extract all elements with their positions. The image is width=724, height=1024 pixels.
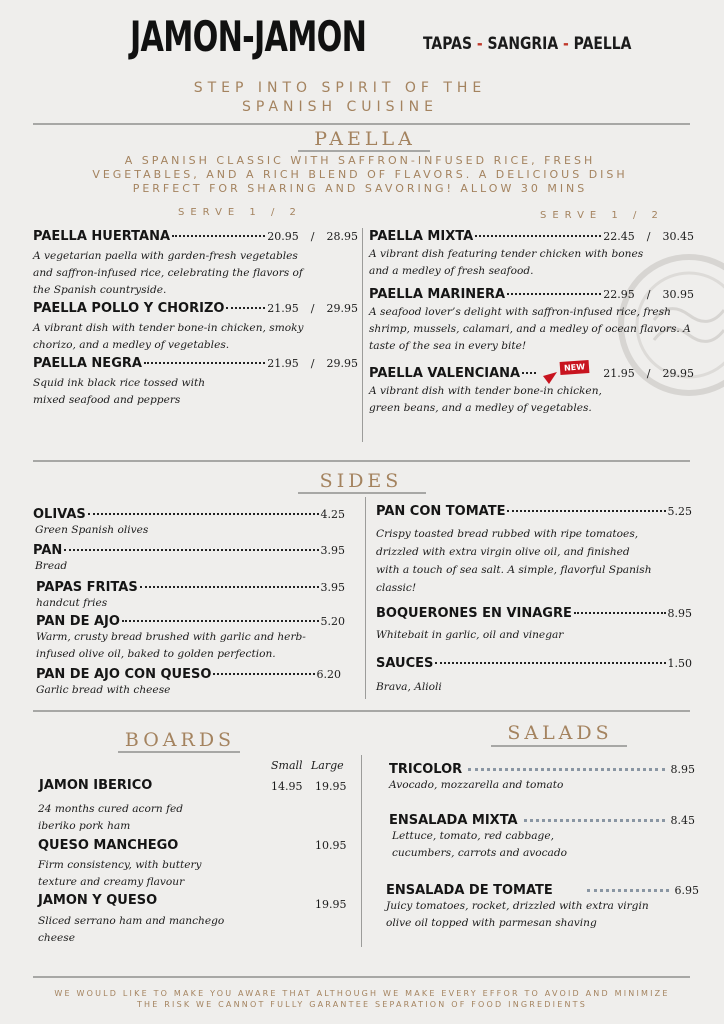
item-price: 8.95 bbox=[667, 607, 692, 620]
tagline bbox=[423, 34, 631, 54]
paella-column-divider bbox=[362, 228, 363, 442]
dot-leader bbox=[122, 620, 319, 622]
price-serve-2: 29.95 bbox=[326, 302, 358, 315]
menu-item-boquerones bbox=[376, 606, 692, 644]
paella-intro-1: A SPANISH CLASSIC WITH SAFFRON-INFUSED RICE, FRESH bbox=[124, 154, 596, 167]
item-name: PAPAS FRITAS bbox=[36, 580, 138, 595]
dot-leader bbox=[172, 235, 265, 237]
item-price: 8.45 bbox=[670, 814, 695, 827]
dot-leader bbox=[213, 673, 314, 675]
item-price: 3.95 bbox=[320, 581, 345, 594]
item-description: A vibrant dish with tender bone-in chicken, smoky chorizo, and a medley of vegetables. bbox=[33, 322, 304, 351]
price-separator: / bbox=[646, 288, 651, 301]
item-description: Green Spanish olives bbox=[35, 524, 149, 536]
dot-leader bbox=[574, 612, 666, 614]
item-price: 6.95 bbox=[674, 884, 699, 897]
salads-title-rule bbox=[491, 745, 627, 747]
item-description: Crispy toasted bread rubbed with ripe tomatoes, drizzled with extra virgin olive oil, and finished with a touch of sea salt. A simple, flavorful Spanish classic! bbox=[376, 528, 652, 594]
dot-leader bbox=[144, 362, 265, 364]
price-serve-1: 22.45 bbox=[603, 230, 635, 243]
price-serve-1: 20.95 bbox=[267, 230, 299, 243]
paella-intro-2: VEGETABLES, AND A RICH BLEND OF FLAVORS. A DELICIOUS DISH bbox=[92, 168, 628, 181]
price-separator: / bbox=[646, 230, 651, 243]
item-price: 5.25 bbox=[667, 505, 692, 518]
item-description: Brava, Alioli bbox=[376, 681, 442, 693]
menu-item-paella-marinera bbox=[369, 287, 694, 355]
item-description: handcut fries bbox=[36, 597, 108, 609]
item-name: ENSALADA DE TOMATE bbox=[386, 883, 553, 898]
item-name: PAN CON TOMATE bbox=[376, 504, 506, 519]
board-price-large: 10.95 bbox=[315, 839, 347, 852]
dot-leader bbox=[587, 889, 669, 892]
allergen-notice-line-2: THE RISK WE CANNOT FULLY GARANTEE SEPARATION OF FOOD INGREDIENTS bbox=[136, 1000, 588, 1009]
sides-title-rule bbox=[298, 492, 426, 494]
divider-sides-boards bbox=[33, 710, 690, 712]
tagline-tapas: TAPAS bbox=[423, 34, 472, 54]
menu-item-paella-negra bbox=[33, 356, 358, 409]
boards-salads-column-divider bbox=[361, 755, 362, 947]
new-badge-ribbon-icon bbox=[543, 372, 557, 384]
board-item-name-jamon-y-queso: JAMON Y QUESO bbox=[38, 893, 158, 908]
sides-title: SIDES bbox=[319, 470, 403, 492]
price-separator: / bbox=[646, 367, 651, 380]
dot-leader bbox=[88, 513, 319, 515]
serve-label-right: SERVE 1 / 2 bbox=[540, 210, 664, 221]
menu-item-pan-con-tomate bbox=[376, 504, 692, 597]
menu-item-sauces bbox=[376, 656, 692, 696]
paella-title-rule bbox=[298, 150, 430, 152]
intro-line-1: STEP INTO SPIRIT OF THE bbox=[193, 80, 487, 96]
item-description: A vibrant dish featuring tender chicken with bones and a medley of fresh seafood. bbox=[369, 248, 644, 277]
price-serve-2: 30.95 bbox=[662, 288, 694, 301]
board-item-name-jamon-iberico: JAMON IBERICO bbox=[39, 778, 153, 793]
menu-item-paella-mixta bbox=[369, 229, 694, 280]
item-description: Garlic bread with cheese bbox=[36, 684, 171, 696]
item-description: Warm, crusty bread brushed with garlic and herb-infused olive oil, baked to golden perfection. bbox=[36, 631, 306, 660]
dot-leader bbox=[475, 235, 601, 237]
item-price: 8.95 bbox=[670, 763, 695, 776]
menu-item-paella-valenciana bbox=[369, 366, 694, 417]
menu-item-paella-pollo-chorizo bbox=[33, 301, 358, 354]
item-description: Juicy tomatoes, rocket, drizzled with extra virgin olive oil topped with parmesan shaving bbox=[386, 900, 649, 929]
item-description: Bread bbox=[35, 560, 68, 572]
allergen-notice bbox=[20, 988, 704, 1010]
new-badge: NEW bbox=[560, 360, 590, 375]
price-serve-1: 21.95 bbox=[267, 302, 299, 315]
dot-leader bbox=[64, 549, 318, 551]
item-price: 4.25 bbox=[320, 508, 345, 521]
sides-column-divider bbox=[365, 497, 366, 699]
dot-leader bbox=[140, 586, 319, 588]
board-price-small: 14.95 bbox=[271, 780, 303, 793]
item-name: PAELLA POLLO Y CHORIZO bbox=[33, 301, 225, 316]
board-price-large: 19.95 bbox=[315, 780, 347, 793]
price-serve-2: 29.95 bbox=[662, 367, 694, 380]
intro-line-2: SPANISH CUISINE bbox=[242, 99, 438, 115]
dot-leader bbox=[435, 662, 665, 664]
menu-item-papas-fritas bbox=[36, 580, 345, 612]
tagline-paella: PAELLA bbox=[573, 34, 632, 54]
tagline-sangria: SANGRIA bbox=[487, 34, 559, 54]
item-name: BOQUERONES EN VINAGRE bbox=[376, 606, 572, 621]
dot-leader bbox=[226, 307, 265, 309]
item-price: 6.20 bbox=[316, 668, 341, 681]
item-name: PAN DE AJO CON QUESO bbox=[36, 667, 212, 682]
menu-item-tricolor bbox=[389, 762, 695, 794]
item-description: Avocado, mozzarella and tomato bbox=[389, 779, 564, 791]
price-separator: / bbox=[310, 357, 315, 370]
dot-leader bbox=[507, 510, 665, 512]
price-serve-1: 21.95 bbox=[267, 357, 299, 370]
item-description: A vegetarian paella with garden-fresh vegetables and saffron-infused rice, celebrating the flavors of the Spanish countryside. bbox=[33, 250, 303, 296]
price-separator: / bbox=[310, 302, 315, 315]
item-name: TRICOLOR bbox=[389, 762, 463, 777]
item-name: PAELLA HUERTANA bbox=[33, 229, 171, 244]
paella-title: PAELLA bbox=[314, 128, 416, 150]
price-serve-2: 30.45 bbox=[662, 230, 694, 243]
divider-footer bbox=[33, 976, 690, 978]
item-description: A seafood lover’s delight with saffron-infused rice, fresh shrimp, mussels, calamari, and a medley of ocean flavors. A taste of the sea in every bite! bbox=[369, 306, 691, 352]
item-name: ENSALADA MIXTA bbox=[389, 813, 518, 828]
item-name: PAELLA MARINERA bbox=[369, 287, 506, 302]
item-name: PAN DE AJO bbox=[36, 614, 120, 629]
divider-top bbox=[33, 123, 690, 125]
dot-leader bbox=[507, 293, 601, 295]
allergen-notice-line-1: WE WOULD LIKE TO MAKE YOU AWARE THAT ALTHOUGH WE MAKE EVERY EFFOR TO AVOID AND MINIMIZE bbox=[54, 989, 670, 998]
serve-label-left: SERVE 1 / 2 bbox=[178, 207, 302, 218]
item-name: OLIVAS bbox=[33, 507, 86, 522]
item-price: 3.95 bbox=[320, 544, 345, 557]
tagline-dash-2: - bbox=[558, 34, 574, 54]
menu-item-paella-huertana bbox=[33, 229, 358, 299]
item-description: Squid ink black rice tossed with mixed seafood and peppers bbox=[33, 377, 206, 406]
menu-item-pan-de-ajo-con-queso bbox=[36, 667, 341, 699]
item-description: Lettuce, tomato, red cabbage, cucumbers, carrots and avocado bbox=[392, 830, 568, 859]
menu-item-olivas bbox=[33, 507, 345, 539]
menu-item-pan-de-ajo bbox=[36, 614, 345, 663]
board-item-description: Sliced serrano ham and manchego cheese bbox=[38, 915, 225, 944]
item-price: 5.20 bbox=[320, 615, 345, 628]
board-price-large: 19.95 bbox=[315, 898, 347, 911]
menu-item-ensalada-de-tomate bbox=[386, 883, 699, 932]
item-name: PAELLA NEGRA bbox=[33, 356, 142, 371]
price-serve-2: 29.95 bbox=[326, 357, 358, 370]
board-item-description: Firm consistency, with buttery texture and creamy flavour bbox=[38, 859, 202, 888]
tagline-dash-1: - bbox=[471, 34, 488, 54]
brand-logo: JAMON-JAMON bbox=[130, 12, 367, 61]
dot-leader bbox=[522, 372, 536, 374]
salads-title: SALADS bbox=[507, 722, 613, 744]
item-name: PAN bbox=[33, 543, 63, 558]
boards-col-large: Large bbox=[311, 759, 344, 772]
menu-item-ensalada-mixta bbox=[389, 813, 695, 862]
divider-paella-sides bbox=[33, 460, 690, 462]
menu-item-pan bbox=[33, 543, 345, 575]
item-name: PAELLA MIXTA bbox=[369, 229, 474, 244]
boards-col-small: Small bbox=[271, 759, 303, 772]
item-name: SAUCES bbox=[376, 656, 434, 671]
dot-leader bbox=[468, 768, 664, 771]
item-name: PAELLA VALENCIANA bbox=[369, 366, 521, 381]
price-serve-1: 22.95 bbox=[603, 288, 635, 301]
item-price: 1.50 bbox=[667, 657, 692, 670]
boards-title: BOARDS bbox=[124, 729, 236, 751]
board-item-name-queso-manchego: QUESO MANCHEGO bbox=[38, 838, 179, 853]
paella-intro-3: PERFECT FOR SHARING AND SAVORING! ALLOW 30 MINS bbox=[132, 182, 588, 195]
boards-title-rule bbox=[118, 751, 240, 753]
price-serve-2: 28.95 bbox=[326, 230, 358, 243]
item-description: Whitebait in garlic, oil and vinegar bbox=[376, 629, 564, 641]
price-serve-1: 21.95 bbox=[603, 367, 635, 380]
price-separator: / bbox=[310, 230, 315, 243]
dot-leader bbox=[524, 819, 665, 822]
item-description: A vibrant dish with tender bone-in chicken, green beans, and a medley of vegetables. bbox=[369, 385, 602, 414]
board-item-description: 24 months cured acorn fed iberiko pork ham bbox=[38, 803, 184, 832]
